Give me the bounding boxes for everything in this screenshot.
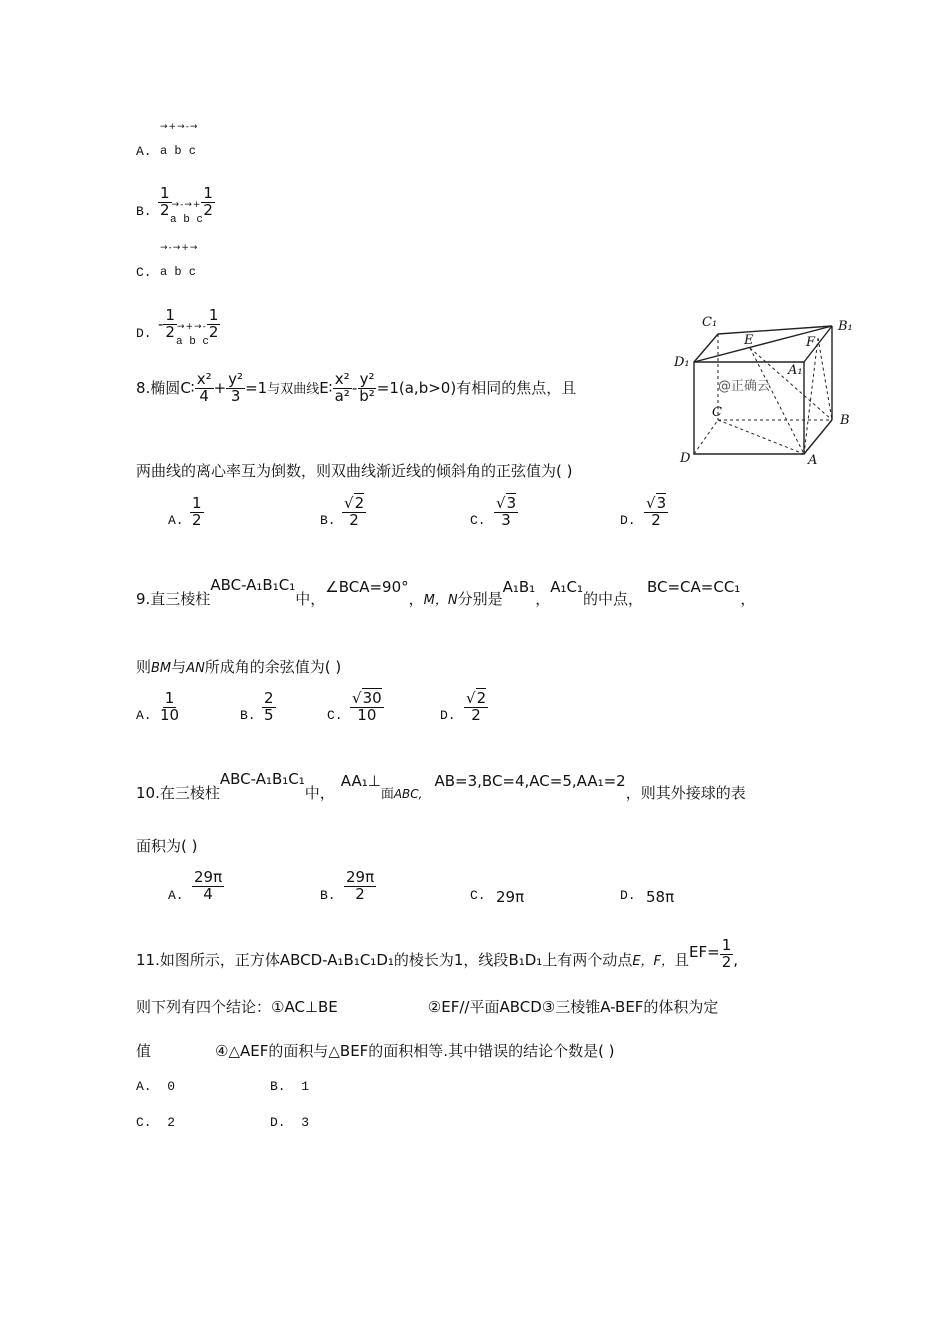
q11-opt-a: A. 0 xyxy=(136,1079,176,1094)
q9-line2: 则BM与AN所成角的余弦值为( ) xyxy=(136,658,342,676)
q10-line2: 面积为( ) xyxy=(136,837,198,855)
q8-opt-c-label: C. xyxy=(470,513,486,528)
label-c1: C₁ xyxy=(702,315,718,330)
q9-opt-b-label: B. xyxy=(240,708,256,723)
label-d: D xyxy=(680,451,691,466)
cube-edge-ab xyxy=(804,420,832,454)
q10-opt-b-label: B. xyxy=(320,888,336,903)
q8-opt-a-label: A. xyxy=(168,513,184,528)
cube-edge-d1c1 xyxy=(694,334,718,362)
q7-option-b-label: B. xyxy=(136,204,152,219)
q10-opt-a-value: $\frac{29\pi}{4}$ xyxy=(194,868,223,903)
q7-option-c-arrows: →-→+→ xyxy=(160,243,199,253)
q7-option-c-vars: a b c xyxy=(160,265,197,279)
q7-option-c-label: C. xyxy=(136,265,152,280)
q9-opt-c-label: C. xyxy=(327,708,343,723)
cube-hidden-dc xyxy=(694,420,718,454)
cube-hidden-fa xyxy=(804,338,818,454)
label-f: F xyxy=(806,335,816,350)
q9-opt-d-value: $\frac{√2}{2}$ xyxy=(466,689,487,724)
q11-opt-b: B. 1 xyxy=(270,1079,310,1094)
q10-opt-c-label: C. xyxy=(470,888,486,903)
q8-line1: 8.椭圆C∶ $\frac{\text{x²}}{4}$ + $\frac{\text{y²}}{3}$ =1与双曲线E∶ $\frac{\text{x²}}{\text{a²}}$ - $\frac{\text{y²}}{\text{b²}}$ =1(a,b>0)有相同的焦点，且 xyxy=(136,370,577,405)
q8-opt-b-value: $\frac{√2}{2}$ xyxy=(344,494,365,529)
label-a: A xyxy=(808,453,818,468)
q10-opt-a-label: A. xyxy=(168,888,184,903)
label-c: C xyxy=(712,405,722,420)
q9-opt-a-label: A. xyxy=(136,708,152,723)
label-b1: B₁ xyxy=(838,319,853,334)
q11-line2: 则下列有四个结论：①AC⊥BE ②EF//平面ABCD③三棱锥A-BEF的体积为定 xyxy=(136,998,719,1016)
q10-opt-d-value: 58π xyxy=(646,888,675,906)
q7-option-b-expr: $\frac{1}{2}$ →-→+ $\frac{1}{2}$ xyxy=(160,184,213,219)
q8-line2: 两曲线的离心率互为倒数，则双曲线渐近线的倾斜角的正弦值为( ) xyxy=(136,462,573,480)
q7-option-d-expr: - $\frac{1}{2}$ →+→- $\frac{1}{2}$ xyxy=(158,306,219,341)
q11-opt-c: C. 2 xyxy=(136,1115,176,1130)
cube-figure xyxy=(672,308,872,468)
label-a1: A₁ xyxy=(788,363,803,378)
q8-opt-d-label: D. xyxy=(620,513,636,528)
q9-opt-b-value: $\frac{2}{5}$ xyxy=(264,689,274,724)
q7-option-a-arrows: →+→-→ xyxy=(160,122,199,132)
q8-opt-d-value: $\frac{√3}{2}$ xyxy=(646,494,667,529)
q11-line1: 11.如图所示，正方体ABCD-A₁B₁C₁D₁的棱长为1，线段B₁D₁上有两个动点E，F，且EF= $\frac{1}{2}$ , xyxy=(136,936,739,971)
watermark: @正确云 xyxy=(718,379,771,394)
label-e: E xyxy=(744,333,754,348)
q7-option-a-label: A. xyxy=(136,144,152,159)
q8-opt-c-value: $\frac{√3}{3}$ xyxy=(496,494,517,529)
q10-opt-d-label: D. xyxy=(620,888,636,903)
q7-option-a-vars: a b c xyxy=(160,144,197,158)
label-b: B xyxy=(840,413,850,428)
q11-opt-d: D. 3 xyxy=(270,1115,310,1130)
q9-opt-d-label: D. xyxy=(440,708,456,723)
cube-hidden-fb xyxy=(818,338,832,420)
q9-line1: 9.直三棱柱ABC-A₁B₁C₁中，∠BCA=90°，M，N分别是A₁B₁，A₁C₁的中点，BC=CA=CC₁， xyxy=(136,576,756,608)
cube-hidden-ca xyxy=(718,420,804,454)
q9-opt-a-value: $\frac{1}{10}$ xyxy=(160,689,180,724)
q8-opt-b-label: B. xyxy=(320,513,336,528)
q10-opt-c-value: 29π xyxy=(496,888,525,906)
q10-line1: 10.在三棱柱ABC-A₁B₁C₁中，AA₁⊥面ABC,AB=3,BC=4,AC=5,AA₁=2，则其外接球的表 xyxy=(136,770,746,802)
q9-opt-c-value: $\frac{√30}{10}$ xyxy=(352,689,382,724)
q11-line3: 值 ④△AEF的面积与△BEF的面积相等.其中错误的结论个数是( ) xyxy=(136,1042,615,1060)
q7-option-b-vars: a b c xyxy=(170,214,204,226)
q7-option-d-vars: a b c xyxy=(176,336,210,348)
q10-opt-b-value: $\frac{29\pi}{2}$ xyxy=(346,868,375,903)
label-d1: D₁ xyxy=(674,355,690,370)
q8-opt-a-value: $\frac{1}{2}$ xyxy=(192,494,202,529)
q7-option-d-label: D. xyxy=(136,326,152,341)
